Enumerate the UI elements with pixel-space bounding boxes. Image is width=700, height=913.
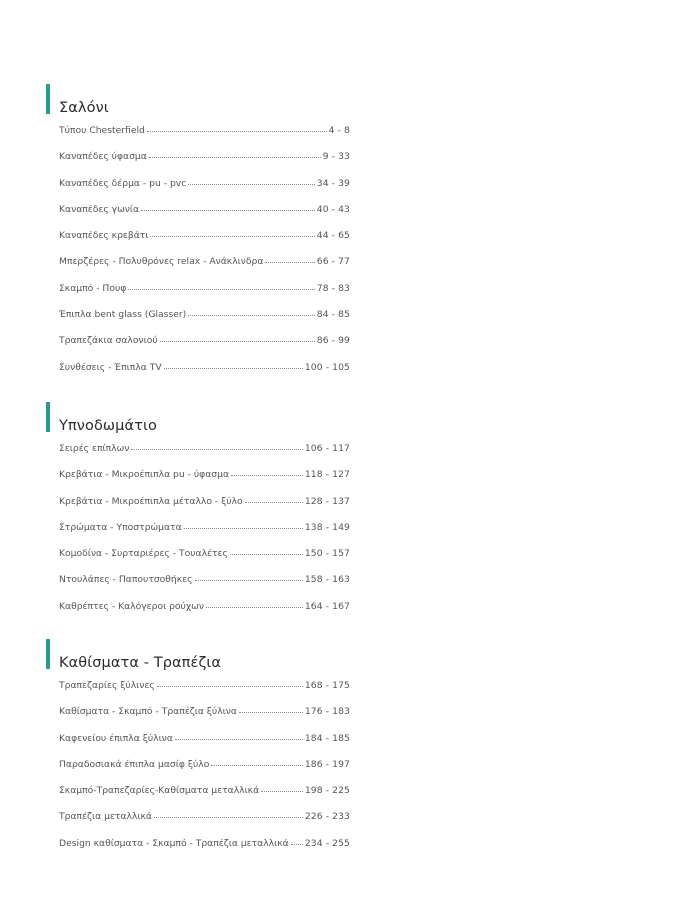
entry-title: Καναπέδες ύφασμα <box>59 151 147 163</box>
dot-leader <box>154 817 303 818</box>
toc-entry[interactable] <box>59 256 350 282</box>
entry-title: Τύπου Chesterfield <box>59 125 145 136</box>
entry-title: Τραπεζάκια σαλονιού <box>59 335 158 347</box>
section-header <box>46 402 352 432</box>
toc-entry[interactable] <box>59 496 350 522</box>
entry-title: Ντουλάπες - Παπουτσοθήκες <box>59 574 193 586</box>
entry-pages: 84 - 85 <box>316 309 350 321</box>
entry-title: Τραπεζαρίες ξύλινες <box>59 680 155 691</box>
dot-leader <box>188 315 314 316</box>
toc-entry[interactable] <box>59 204 350 230</box>
entry-title: Καναπέδες δέρμα - pu - pvc <box>59 177 187 189</box>
entry-pages: 78 - 83 <box>316 282 350 294</box>
dot-leader <box>245 502 303 503</box>
entry-title: Κρεβάτια - Μικροέπιπλα μέταλλο - ξύλο <box>59 495 243 507</box>
entry-pages: 4 - 8 <box>328 125 350 136</box>
dot-leader <box>184 528 303 529</box>
entry-list <box>59 125 350 388</box>
toc-entry[interactable] <box>59 785 350 811</box>
entry-pages: 138 - 149 <box>304 521 350 533</box>
entry-pages: 184 - 185 <box>304 732 350 744</box>
toc-entry[interactable] <box>59 443 350 469</box>
section-kathismata-trapezia <box>46 639 352 849</box>
entry-title: Παραδοσιακά έπιπλα μασίφ ξύλο <box>59 758 210 770</box>
section-title: Σαλόνι <box>59 100 109 116</box>
entry-pages: 86 - 99 <box>316 335 350 347</box>
entry-pages: 226 - 233 <box>304 811 350 823</box>
toc-entry[interactable] <box>59 283 350 309</box>
section-accent-bar <box>46 84 50 114</box>
dot-leader <box>160 341 315 342</box>
dot-leader <box>157 686 303 687</box>
toc-entry[interactable] <box>59 125 350 151</box>
dot-leader <box>141 210 315 211</box>
entry-pages: 118 - 127 <box>304 469 350 481</box>
toc-entry[interactable] <box>59 733 350 759</box>
entry-title: Design καθίσματα - Σκαμπό - Τραπέζια μεταλλικά <box>59 837 289 849</box>
entry-title: Συνθέσεις - Έπιπλα TV <box>59 361 162 373</box>
dot-leader <box>150 236 314 237</box>
dot-leader <box>265 262 314 263</box>
toc-entry[interactable] <box>59 469 350 495</box>
entry-title: Καθίσματα - Σκαμπό - Τραπέζια ξύλινα <box>59 706 237 718</box>
dot-leader <box>261 791 303 792</box>
toc-entry[interactable] <box>59 335 350 361</box>
entry-pages: 164 - 167 <box>304 600 350 612</box>
toc-entry[interactable] <box>59 838 350 864</box>
dot-leader <box>239 712 303 713</box>
entry-pages: 66 - 77 <box>316 256 350 268</box>
entry-title: Έπιπλα bent glass (Glasser) <box>59 309 187 321</box>
toc-entry[interactable] <box>59 759 350 785</box>
entry-title: Μπερζέρες - Πολυθρόνες relax - Ανάκλινδρα <box>59 256 264 268</box>
entry-pages: 44 - 65 <box>316 230 350 242</box>
toc-entry[interactable] <box>59 548 350 574</box>
section-header <box>46 84 352 114</box>
entry-pages: 176 - 183 <box>304 706 350 718</box>
toc-entry[interactable] <box>59 574 350 600</box>
entry-pages: 106 - 117 <box>304 443 350 454</box>
toc-entry[interactable] <box>59 680 350 706</box>
toc-entry[interactable] <box>59 178 350 204</box>
entry-pages: 168 - 175 <box>304 680 350 691</box>
dot-leader <box>128 289 314 290</box>
entry-title: Στρώματα - Υποστρώματα <box>59 521 182 533</box>
dot-leader <box>230 554 303 555</box>
dot-leader <box>147 131 327 132</box>
entry-pages: 198 - 225 <box>304 785 350 797</box>
toc-entry[interactable] <box>59 151 350 177</box>
dot-leader <box>195 580 303 581</box>
entry-title: Καθρέπτες - Καλόγεροι ρούχων <box>59 600 205 612</box>
section-accent-bar <box>46 639 50 669</box>
toc-entry[interactable] <box>59 309 350 335</box>
toc-entry[interactable] <box>59 601 350 627</box>
entry-pages: 158 - 163 <box>304 574 350 586</box>
entry-pages: 34 - 39 <box>316 177 350 189</box>
toc-entry[interactable] <box>59 230 350 256</box>
entry-list <box>59 443 350 627</box>
entry-pages: 150 - 157 <box>304 548 350 560</box>
toc-entry[interactable] <box>59 522 350 548</box>
entry-title: Καφενείου έπιπλα ξύλινα <box>59 732 173 744</box>
dot-leader <box>188 184 314 185</box>
entry-title: Καναπέδες γωνία <box>59 203 140 215</box>
dot-leader <box>131 449 302 450</box>
entry-title: Κρεβάτια - Μικροέπιπλα pu - ύφασμα <box>59 469 230 481</box>
entry-pages: 40 - 43 <box>316 203 350 215</box>
entry-pages: 100 - 105 <box>304 361 350 373</box>
entry-title: Τραπέζια μεταλλικά <box>59 811 152 823</box>
entry-title: Σειρές επίπλων <box>59 443 130 454</box>
dot-leader <box>291 844 303 845</box>
entry-list <box>59 680 350 864</box>
dot-leader <box>175 739 303 740</box>
section-ypnodomatio <box>46 402 352 612</box>
entry-pages: 9 - 33 <box>322 151 350 163</box>
entry-pages: 128 - 137 <box>304 495 350 507</box>
section-title: Καθίσματα - Τραπέζια <box>59 655 222 671</box>
entry-title: Κομοδίνα - Συρταριέρες - Τουαλέτες <box>59 548 228 560</box>
entry-pages: 186 - 197 <box>304 758 350 770</box>
section-saloni <box>46 84 352 373</box>
toc-entry[interactable] <box>59 811 350 837</box>
dot-leader <box>211 765 303 766</box>
dot-leader <box>164 368 303 369</box>
dot-leader <box>206 607 303 608</box>
entry-title: Σκαμπό - Πουφ <box>59 282 127 294</box>
entry-pages: 234 - 255 <box>304 837 350 849</box>
dot-leader <box>149 157 321 158</box>
entry-title: Καναπέδες κρεβάτι <box>59 230 149 242</box>
section-title: Υπνοδωμάτιο <box>59 418 157 434</box>
section-header <box>46 639 352 669</box>
toc-entry[interactable] <box>59 362 350 388</box>
toc-entry[interactable] <box>59 706 350 732</box>
dot-leader <box>231 475 303 476</box>
entry-title: Σκαμπό-Τραπεζαρίες-Καθίσματα μεταλλικά <box>59 785 260 797</box>
section-accent-bar <box>46 402 50 432</box>
